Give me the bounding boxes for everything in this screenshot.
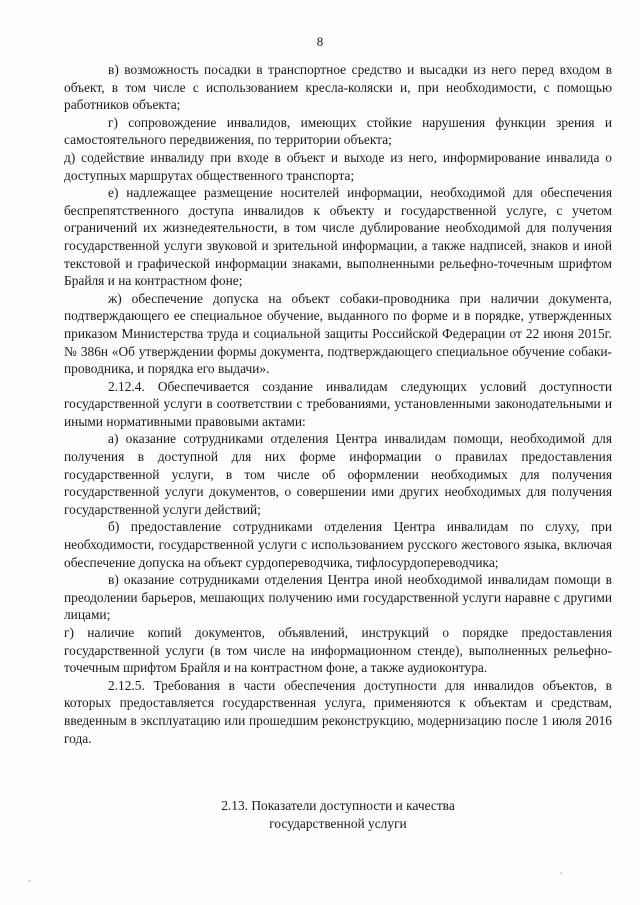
paragraph-item-g: г) сопровождение инвалидов, имеющих стойкие нарушения функции зрения и самостоятельного передвижения, по территории объекта; — [64, 114, 612, 148]
paragraph-item-v: в) возможность посадки в транспортное средство и высадки из него перед входом в объект, в том числе с использованием кресла-коляски и, при необходимости, с помощью работников объекта; — [64, 62, 612, 113]
paragraph-item-v2: в) оказание сотрудниками отделения Центра иной необходимой инвалидам помощи в преодолении барьеров, мешающих получению ими государственной услуги наравне с другими лицами; — [64, 572, 612, 623]
paragraph-2-12-5: 2.12.5. Требования в части обеспечения доступности для инвалидов объектов, в которых предоставляется государственная услуга, применяются к объектам и средствам, введенным в эксплуатацию или прошедшим реконструкцию, модернизацию после 1 июля 2016 года. — [64, 677, 612, 746]
paragraph-2-12-4: 2.12.4. Обеспечивается создание инвалидам следующих условий доступности государственной услуги в соответствии с требованиями, установленными законодательными и иными нормативными правовыми актами: — [64, 378, 612, 429]
section-heading-line2: государственной услуги — [269, 815, 407, 831]
paragraph-item-e: е) надлежащее размещение носителей информации, необходимой для обеспечения беспрепятственного доступа инвалидов к объекту и государственной услуге, с учетом ограничений их жизнедеятельности, в том числе дублирование необходимой для получения государственной услуги звуковой и зрительной информации, а также надписей, знаков и иной текстовой и графической информации знаками, выполненными рельефно-точечным шрифтом Брайля и на контрастном фоне; — [64, 185, 612, 289]
scan-speck — [560, 872, 562, 874]
page-number: 8 — [316, 34, 324, 49]
paragraph-item-a: а) оказание сотрудниками отделения Центра инвалидам помощи, необходимой для получения в доступной для них форме информации о правилах предоставления государственной услуги, в том числе об оформлении необходимых для получения государственной услуги документов, о совершении ими других необходимых для получения государственной услуги действий; — [64, 431, 612, 517]
scan-speck — [28, 880, 31, 882]
document-body — [64, 61, 612, 747]
paragraph-item-d: д) содействие инвалиду при входе в объект и выходе из него, информирование инвалида о доступных маршрутах общественного транспорта; — [64, 149, 612, 183]
section-heading — [64, 797, 612, 832]
paragraph-item-g2: г) наличие копий документов, объявлений, инструкций о порядке предоставления государственной услуги (в том числе на информационном стенде), выполненных рельефно-точечным шрифтом Брайля и на контрастном фоне, а также аудиоконтура. — [64, 625, 612, 676]
paragraph-item-b: б) предоставление сотрудниками отделения Центра инвалидам по слуху, при необходимости, государственной услуги с использованием русского жестового языка, включая обеспечение допуска на объект сурдопереводчика, тифлосурдопереводчика; — [64, 519, 612, 570]
section-heading-line1: 2.13. Показатели доступности и качества — [221, 798, 455, 813]
paragraph-item-zh: ж) обеспечение допуска на объект собаки-проводника при наличии документа, подтверждающего ее специальное обучение, выданного по форме и в порядке, утвержденных приказом Министерства труда и социальной защиты Российской Федерации от 22 июня 2015г. № 386н «Об утверждении формы документа, подтверждающего специальное обучение собаки-проводника, и порядка его выдачи». — [64, 290, 612, 377]
